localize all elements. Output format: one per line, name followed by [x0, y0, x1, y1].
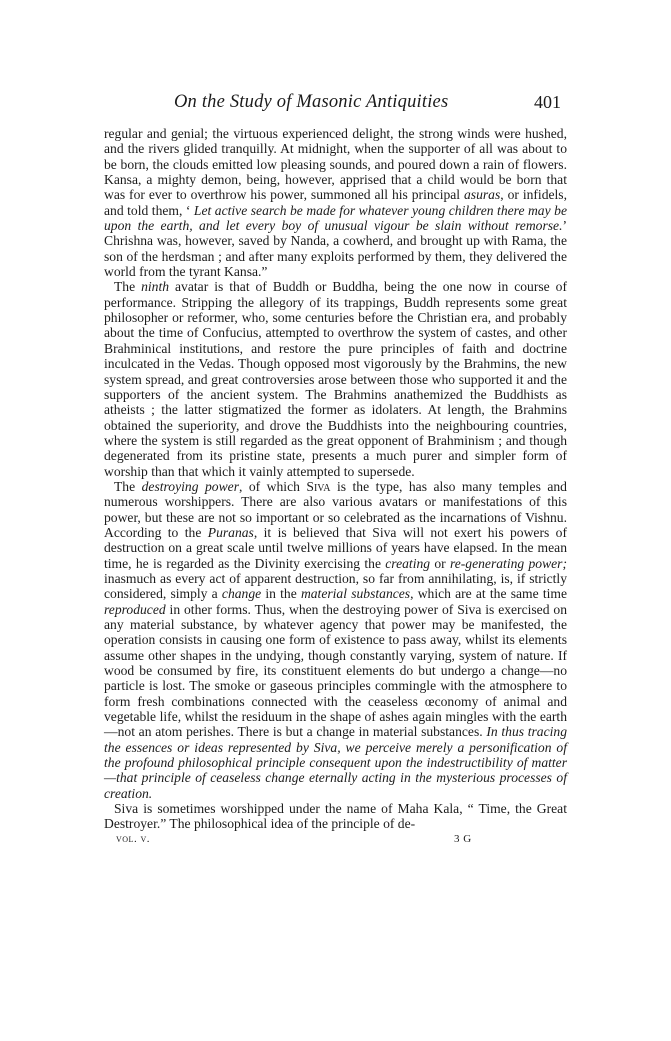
- text-run: The: [114, 478, 142, 494]
- book-page: [104, 92, 567, 849]
- body-text: [104, 126, 567, 832]
- text-run: or: [430, 555, 450, 571]
- italic-run: In thus tracing the essences or ideas represented by Siva, we perceive merely a personification of the profound philosophical principle consequent upon the indestructibility of matter—that principle of ceaseless change eternally acting in the mysterious processes of creation.: [104, 724, 567, 801]
- paragraph-2: [104, 279, 567, 478]
- text-run: , which are at the same time: [410, 586, 567, 602]
- italic-run: Let active search be made for whatever young children there may be upon the earth, and let every boy of unusual vigour be slain without remorse.: [104, 202, 567, 234]
- paragraph-1: [104, 126, 567, 279]
- volume-label: vol. v.: [116, 832, 150, 845]
- text-run: , of which: [238, 478, 307, 494]
- small-caps-run: Siva: [306, 478, 331, 494]
- text-run: The: [114, 279, 142, 295]
- text-run: in the: [261, 586, 301, 602]
- text-run: in other forms. Thus, when the destroying power of Siva is exercised on any material substance, by whatever agency that power may be manifested, the operation consists in causing one form of existence to pass away, whilst its elements assume other shapes in the undying, though constantly varying, system of nature. If wood be consumed by fire, its constituent elements do but undergo a change—no particle is lost. The smoke or gaseous principles commingle with the atmosphere to form fresh combinations connected with the ceaseless œconomy of animal and vegetable life, whilst the residuum in the shape of ashes again mingles with the earth—not an atom perishes. There is but a change in material substances.: [104, 601, 567, 740]
- text-run: ’ Chrishna was, however, saved by Nanda, a cowherd, and brought up with Rama, the son of the herdsman ; and after many exploits performed by them, they delivered the world from the tyrant Kansa.”: [104, 218, 567, 280]
- text-run: , or infidels, and told them, ‘: [104, 187, 567, 218]
- text-run: is the type, has also many temples and numerous worshippers. There are also various avatars or manifestations of this power, but these are not so important or so celebrated as the incarnations of Vishnu. According to the: [104, 478, 567, 540]
- italic-run: ninth: [141, 279, 170, 295]
- italic-run: creating: [385, 555, 431, 571]
- paragraph-4: [104, 801, 567, 832]
- text-run: , it is believed that Siva will not exert his powers of destruction on a great scale until twelve millions of years have elapsed. In the mean time, he is regarded as the Divinity exercising the: [104, 524, 567, 571]
- text-run: regular and genial; the virtuous experienced delight, the strong winds were hushed, and the rivers glided tranquilly. At midnight, when the supporter of all was about to be born, the clouds emitted low pleasing sounds, and poured down a rain of flowers. Kansa, a mighty demon, being, however, apprised that a child would be born that was for ever to overthrow his power, summoned all his principal: [104, 126, 567, 203]
- page-footer: [104, 833, 567, 849]
- italic-run: re-generating power;: [449, 555, 567, 571]
- italic-run: change: [221, 586, 262, 602]
- italic-run: Puranas: [207, 524, 254, 540]
- text-run: inasmuch as every act of apparent destruction, so far from annihilating, is, if strictly considered, simply a: [104, 570, 567, 602]
- signature-mark: 3 G: [454, 832, 472, 845]
- text-run: avatar is that of Buddh or Buddha, being the one now in course of performance. Stripping the allegory of its trappings, Buddh represents some great philosopher or reformer, who, some centuries before the Christian era, and probably about the time of Confucius, attempted to overthrow the system of castes, and other Brahminical institutions, and restore the pure principles of faith and doctrine inculcated in the Vedas. Though opposed most vigorously by the Brahmins, the new system spread, and great controversies arose between those who supported it and the supporters of the ancient system. The Brahmins anathemized the Buddhists as atheists ; the latter stigmatized the former as idolaters. At length, the Brahmins obtained the superiority, and drove the Buddhists into the neighbouring countries, where the system is still regarded as the great opponent of Brahminism ; and though degenerated from its pristine state, presents a much purer and simpler form of worship than that which it vainly attempted to supersede.: [104, 279, 567, 479]
- running-head: [104, 92, 567, 118]
- paragraph-3: [104, 479, 567, 801]
- running-title: On the Study of Masonic Antiquities: [174, 92, 449, 112]
- italic-run: reproduced: [104, 601, 166, 617]
- italic-run: asuras: [464, 187, 501, 203]
- text-run: Siva is sometimes worshipped under the name of Maha Kala, “ Time, the Great Destroyer.” The philosophical idea of the principle of de-: [104, 801, 567, 832]
- page-number: 401: [534, 92, 561, 112]
- italic-run: material substances: [300, 586, 411, 602]
- italic-run: destroying power: [141, 478, 239, 494]
